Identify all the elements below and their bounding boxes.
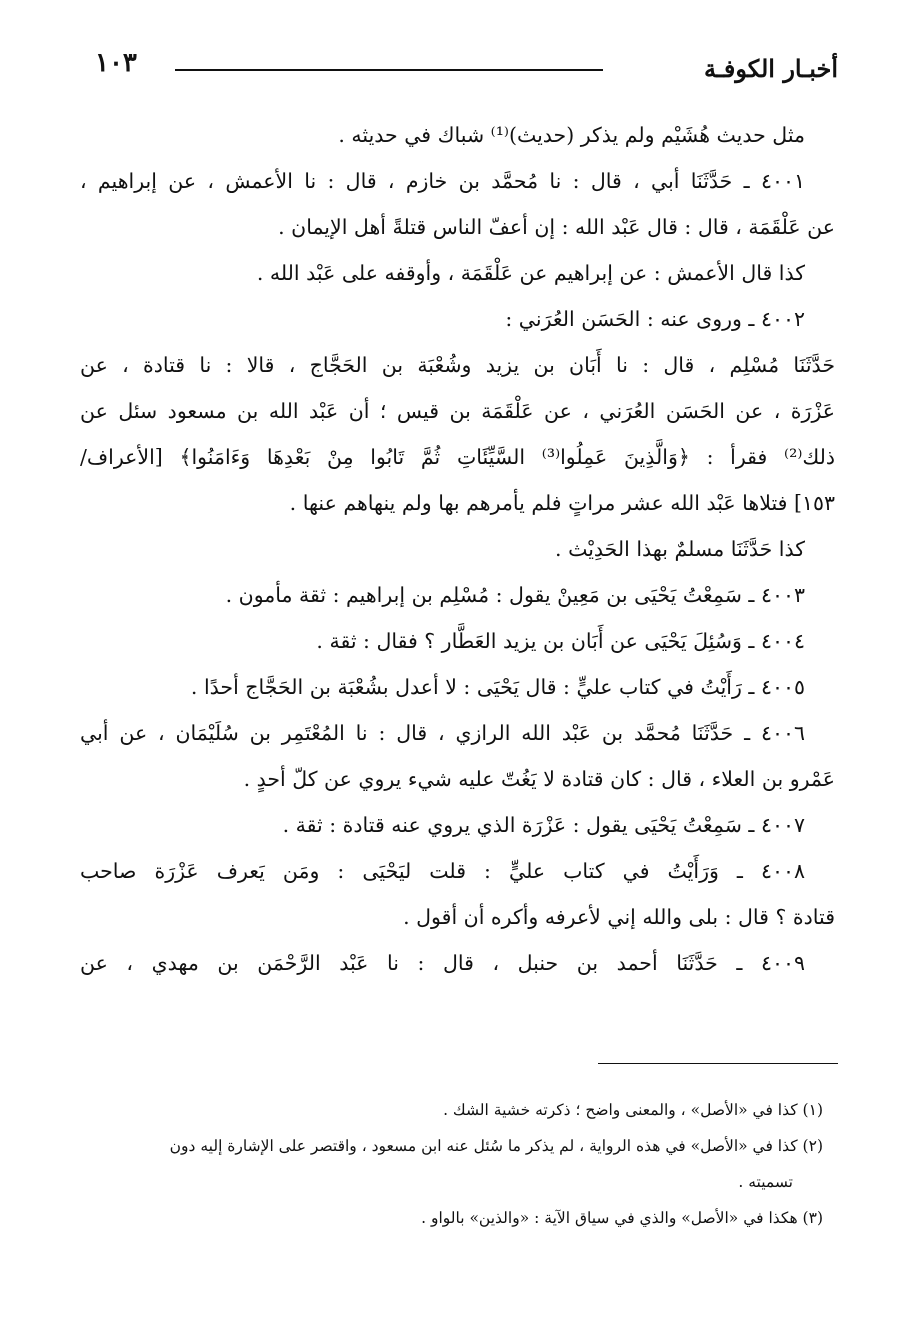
text-line: ٤٠٠١ ـ حَدَّثَنَا أبي ، قال : نا مُحمَّد بن خازم ، قال : نا الأعمش ، عن إبراهيم ،: [80, 169, 805, 193]
main-text: [80, 112, 835, 986]
header-rule: [175, 69, 603, 71]
text-line: ٤٠٠٧ ـ سَمِعْتُ يَحْيَى يقول : عَزْرَة الذي يروي عنه قتادة : ثقة .: [282, 813, 805, 837]
text-line: ٤٠٠٢ ـ وروى عنه : الحَسَن العُرَني :: [505, 307, 805, 331]
text-line: حَدَّثَنَا مُسْلِم ، قال : نا أَبَان بن يزيد وشُعْبَة بن الحَجَّاج ، قالا : نا قتادة ، عن: [80, 353, 835, 377]
footnote-rule: [598, 1063, 838, 1064]
footnote-line: (١) كذا في «الأصل» ، والمعنى واضح ؛ ذكرته خشية الشك .: [443, 1101, 823, 1119]
text-line: ٤٠٠٣ ـ سَمِعْتُ يَحْيَى بن مَعِينْ يقول : مُسْلِم بن إبراهيم : ثقة مأمون .: [225, 583, 805, 607]
text-line: ذلك⁽²⁾ فقرأ : ﴿وَالَّذِينَ عَمِلُوا⁽³⁾ السَّيِّئَاتِ ثُمَّ تَابُوا مِنْ بَعْدِهَا وَءَامَنُوا﴾ [الأعراف/: [80, 445, 835, 469]
running-header-title: أخبـار الكوفـة: [703, 54, 838, 83]
footnote-line: تسميته .: [738, 1173, 793, 1191]
page-number: ١٠٣: [95, 48, 137, 78]
footnote-line: (٢) كذا في «الأصل» في هذه الرواية ، لم يذكر ما سُئل عنه ابن مسعود ، واقتصر على الإشارة إليه دون: [169, 1137, 823, 1155]
text-line: كذا حَدَّثَنَا مسلمٌ بهذا الحَدِيْث .: [555, 537, 805, 561]
text-line: عَزْرَة ، عن الحَسَن العُرَني ، عن عَلْقَمَة بن قيس ؛ أن عَبْد الله بن مسعود سئل عن: [80, 399, 835, 423]
footnote-line: (٣) هكذا في «الأصل» والذي في سياق الآية : «والذين» بالواو .: [421, 1209, 823, 1227]
text-line: ٤٠٠٦ ـ حَدَّثَنَا مُحمَّد بن عَبْد الله الرازي ، قال : نا المُعْتَمِر بن سُلَيْمَان ، عن أبي: [80, 721, 805, 745]
text-line: عن عَلْقَمَة ، قال : قال عَبْد الله : إن أعفّ الناس قتلةً أهل الإيمان .: [278, 215, 835, 239]
text-line: ٤٠٠٩ ـ حَدَّثَنَا أحمد بن حنبل ، قال : نا عَبْد الرَّحْمَن بن مهدي ، عن: [80, 951, 805, 975]
text-line: ٤٠٠٨ ـ وَرَأَيْتُ في كتاب عليٍّ : قلت ليَحْيَى : ومَن يَعرف عَزْرَة صاحب: [80, 859, 805, 883]
text-line: ٤٠٠٥ ـ رَأَيْتُ في كتاب عليٍّ : قال يَحْيَى : لا أعدل بشُعْبَة بن الحَجَّاج أحدًا .: [190, 675, 805, 699]
text-line: ٤٠٠٤ ـ وَسُئِلَ يَحْيَى عن أَبَان بن يزيد العَطَّار ؟ فقال : ثقة .: [316, 629, 805, 653]
text-line: ١٥٣] فتلاها عَبْد الله عشر مراتٍ فلم يأمرهم بها ولم ينهاهم عنها .: [289, 491, 835, 515]
text-line: عَمْرو بن العلاء ، قال : كان قتادة لا يَغُتّ عليه شيء يروي عن كلّ أحدٍ .: [243, 767, 835, 791]
text-line: مثل حديث هُشَيْم ولم يذكر (حديث)⁽¹⁾ شباك في حديثه .: [338, 123, 805, 147]
text-line: قتادة ؟ قال : بلى والله إني لأعرفه وأكره أن أقول .: [403, 905, 835, 929]
text-line: كذا قال الأعمش : عن إبراهيم عن عَلْقَمَة ، وأوقفه على عَبْد الله .: [256, 261, 805, 285]
footnotes: [80, 1092, 823, 1236]
